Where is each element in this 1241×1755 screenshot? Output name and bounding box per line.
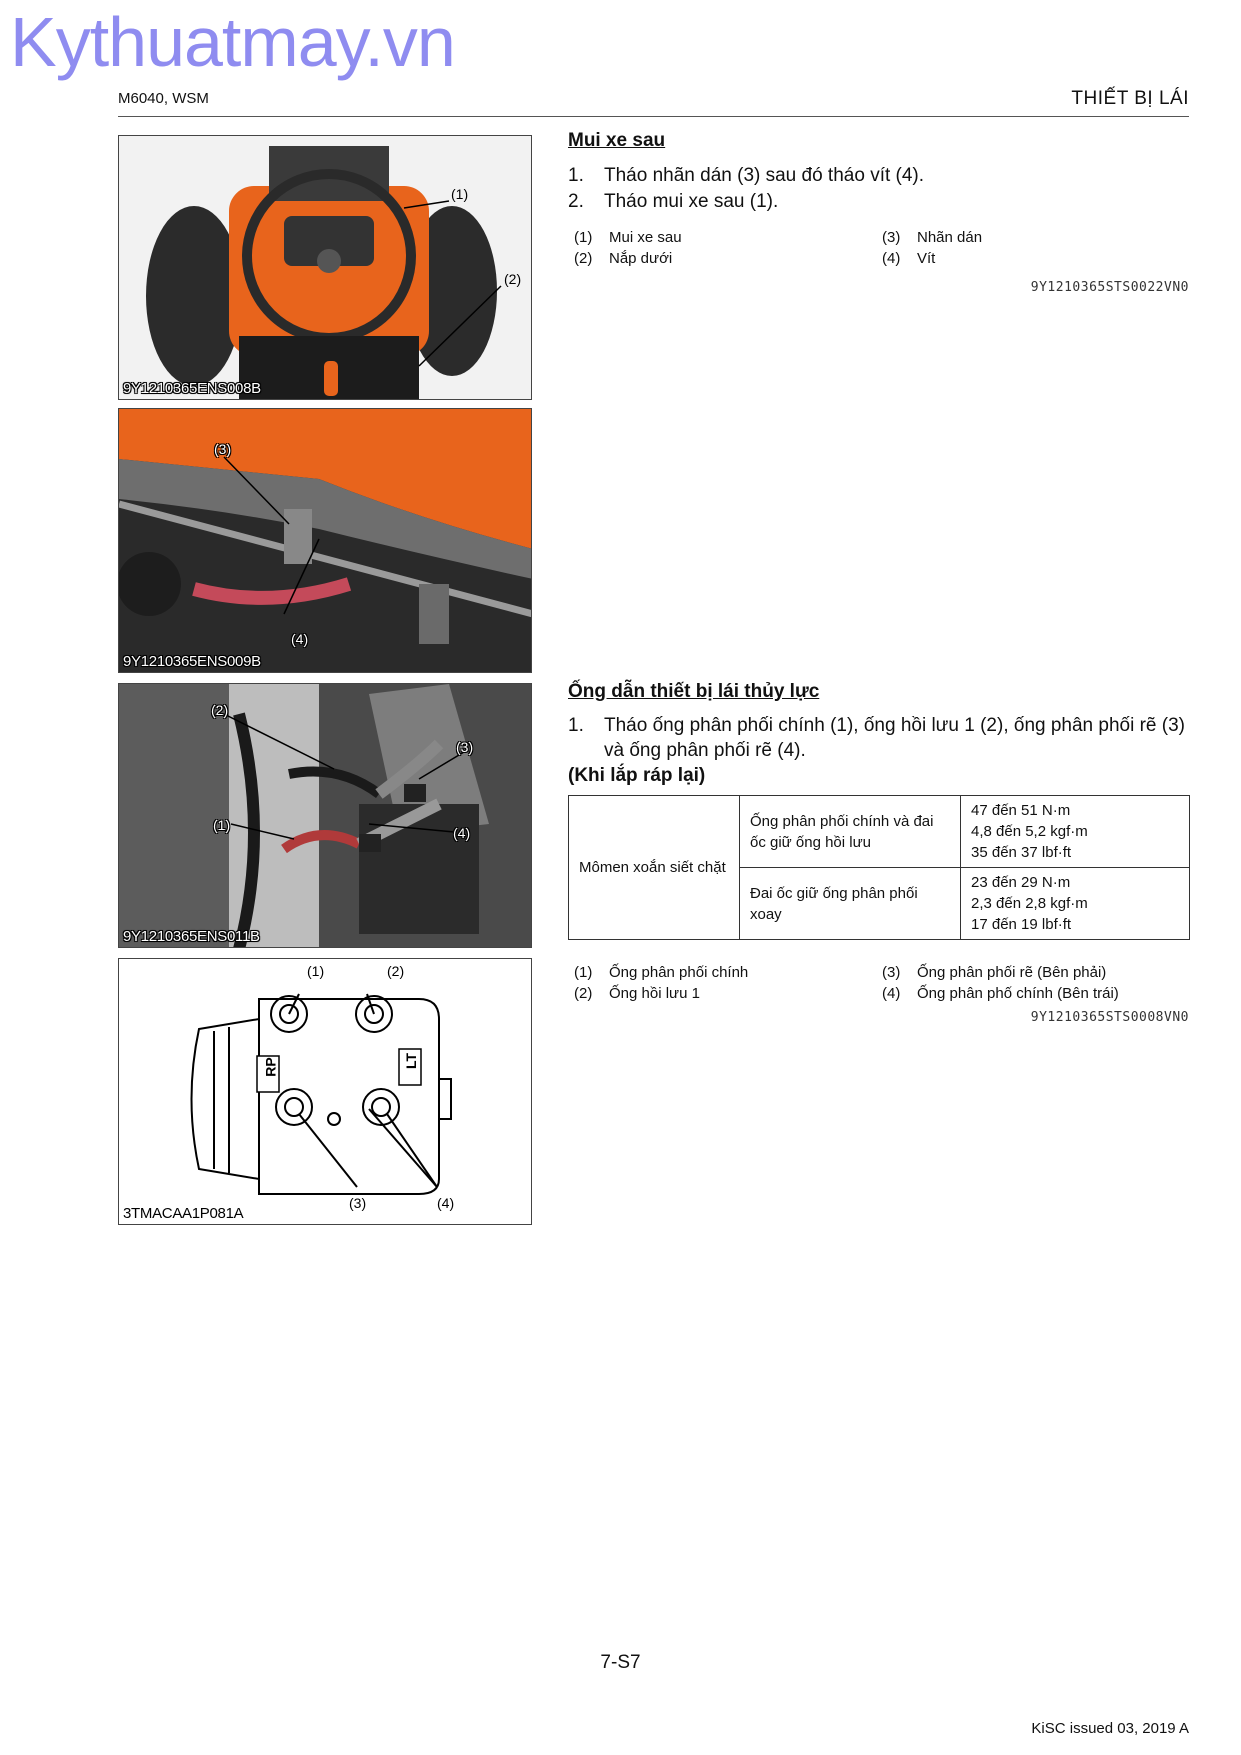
torque-table (568, 795, 1190, 940)
step-text: Tháo ống phân phối chính (1), ống hồi lưu 1 (2), ống phân phối rẽ (3) và ống phân phối rẽ (4). (604, 715, 1185, 761)
legend-item: (3) Ống phân phối rẽ (Bên phải) (882, 964, 1107, 981)
callout-1: (1) (307, 963, 325, 979)
legend-item: (4) Vít (882, 250, 936, 267)
reassembly-heading: (Khi lắp ráp lại) (568, 765, 706, 786)
step-number: 2. (568, 191, 584, 212)
figure-code: 9Y1210365ENS009B (123, 653, 261, 670)
callout-4: (4) (291, 631, 309, 647)
tractor-rear-photo (119, 136, 532, 400)
section-title-rear-hood: Mui xe sau (568, 130, 666, 151)
port-label-lt-text: LT (403, 1052, 420, 1070)
hoses-photo (119, 684, 532, 948)
header-model: M6040, WSM (118, 90, 209, 107)
figure-code: 9Y1210365ENS011B (123, 928, 260, 945)
callout-4: (4) (437, 1195, 455, 1211)
step-text: Tháo mui xe sau (1). (604, 191, 779, 212)
reference-code: 9Y1210365STS0008VN0 (1030, 1010, 1189, 1025)
figure-code: 3TMACAA1P081A (123, 1205, 244, 1222)
torque-item-cell: Ống phân phối chính và đai ốc giữ ống hồi lưu (740, 796, 961, 868)
callout-1: (1) (213, 817, 231, 833)
steering-valve-drawing (119, 959, 532, 1225)
callout-2: (2) (504, 271, 522, 287)
torque-label-cell: Mômen xoắn siết chặt (569, 796, 740, 940)
footer-issued: KiSC issued 03, 2019 A (1031, 1720, 1189, 1737)
step-1 (568, 713, 1190, 763)
figure-hydraulic-hoses (118, 683, 532, 948)
page-number: 7-S7 (600, 1652, 641, 1673)
figure-tractor-rear (118, 135, 532, 400)
table-row (569, 796, 1190, 868)
legend-item: (1) Mui xe sau (574, 229, 682, 246)
legend-item: (2) Nắp dưới (574, 250, 673, 267)
callout-3: (3) (349, 1195, 367, 1211)
header-section: THIẾT BỊ LÁI (1071, 88, 1189, 109)
legend-item: (1) Ống phân phối chính (574, 964, 749, 981)
step-1 (568, 163, 1190, 188)
callout-4: (4) (453, 825, 471, 841)
figure-steering-valve-diagram (118, 958, 532, 1225)
step-2 (568, 189, 1190, 214)
legend-item: (2) Ống hồi lưu 1 (574, 985, 700, 1002)
section-title-hydraulic-hoses: Ống dẫn thiết bị lái thủy lực (568, 681, 820, 702)
reference-code: 9Y1210365STS0022VN0 (1030, 280, 1189, 295)
watermark: Kythuatmay.vn (10, 3, 455, 81)
torque-value-cell: 47 đến 51 N·m 4,8 đến 5,2 kgf·m 35 đến 37 lbf·ft (961, 796, 1190, 868)
legend-item: (3) Nhãn dán (882, 229, 983, 246)
callout-2: (2) (387, 963, 405, 979)
callout-3: (3) (214, 441, 232, 457)
callout-2: (2) (211, 702, 229, 718)
legend-item: (4) Ống phân phố chính (Bên trái) (882, 985, 1119, 1002)
torque-value-cell: 23 đến 29 N·m 2,3 đến 2,8 kgf·m 17 đến 19 lbf·ft (961, 868, 1190, 940)
callout-3: (3) (456, 739, 474, 755)
callout-1: (1) (451, 186, 469, 202)
step-number: 1. (568, 715, 584, 736)
figure-code: 9Y1210365ENS008B (123, 380, 261, 397)
step-text: Tháo nhãn dán (3) sau đó tháo vít (4). (604, 165, 925, 186)
torque-item-cell: Đai ốc giữ ống phân phối xoay (740, 868, 961, 940)
step-number: 1. (568, 165, 584, 186)
header-rule (118, 116, 1189, 117)
port-label-rp-text: RP (262, 1057, 279, 1077)
figure-rear-hood-detail (118, 408, 532, 673)
rear-hood-photo (119, 409, 532, 673)
